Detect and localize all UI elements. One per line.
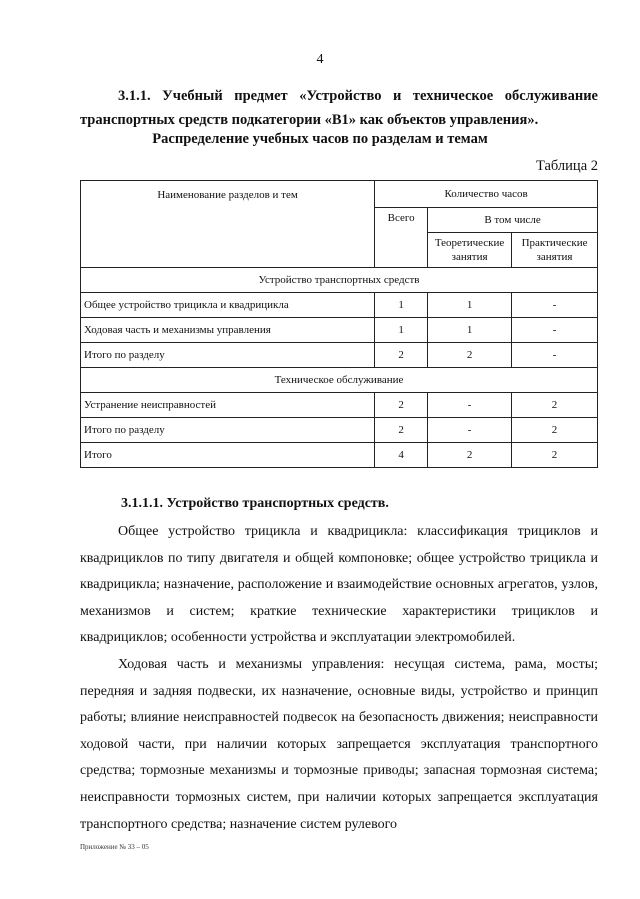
section-heading-line-1: 3.1.1. Учебный предмет «Устройство и техническое обслуживание xyxy=(118,88,598,104)
footer-note: Приложение № 33 – 05 xyxy=(80,843,149,851)
header-including: В том числе xyxy=(428,208,598,233)
header-name-column: Наименование разделов и тем xyxy=(81,181,375,268)
header-hours: Количество часов xyxy=(375,181,598,208)
table-caption: Таблица 2 xyxy=(535,158,598,174)
section-heading xyxy=(80,84,598,132)
table-subtitle: Распределение учебных часов по разделам и темам xyxy=(152,131,488,147)
header-practice: Практические занятия xyxy=(512,233,598,268)
section-heading-line-2: транспортных средств подкатегории «B1» как объектов управления». xyxy=(80,112,539,128)
table-row: Итого по разделу 2 - 2 xyxy=(81,418,598,443)
section-title: Устройство транспортных средств xyxy=(81,268,598,293)
table-row: Итого по разделу 2 2 - xyxy=(81,343,598,368)
header-total: Всего xyxy=(375,208,428,268)
page-number: 4 xyxy=(316,52,324,67)
paragraph: Ходовая часть и механизмы управления: несущая система, рама, мосты; передняя и задняя подвески, их назначение, основные виды, устройство и принцип работы; влияние неисправностей подвесок на безопасность движения; неисправности ходовой части, при наличии которых запрещается эксплуатация транспортного средства; тормозные механизмы и тормозные приводы; запасная тормозная система; неисправности тормозных систем, при наличии которых запрещается эксплуатация транспортного средства; назначение систем рулевого xyxy=(80,657,598,832)
table-row: Итого 4 2 2 xyxy=(81,443,598,468)
subsection-title: 3.1.1.1. Устройство транспортных средств. xyxy=(121,496,389,511)
table-row: Ходовая часть и механизмы управления 1 1 - xyxy=(81,318,598,343)
section-title: Техническое обслуживание xyxy=(81,368,598,393)
hours-table xyxy=(80,180,598,468)
paragraph: Общее устройство трицикла и квадрицикла: классификация трициклов и квадрициклов по типу двигателя и общей компоновке; общее устройство трицикла и квадрицикла; назначение, расположение и взаимодействие основных агрегатов, узлов, механизмов и систем; краткие технические характеристики трициклов и квадрициклов; особенности устройства и эксплуатации электромобилей. xyxy=(80,524,598,646)
table-row: Общее устройство трицикла и квадрицикла 1 1 - xyxy=(81,293,598,318)
header-theory: Теоретические занятия xyxy=(428,233,512,268)
table-row: Устранение неисправностей 2 - 2 xyxy=(81,393,598,418)
